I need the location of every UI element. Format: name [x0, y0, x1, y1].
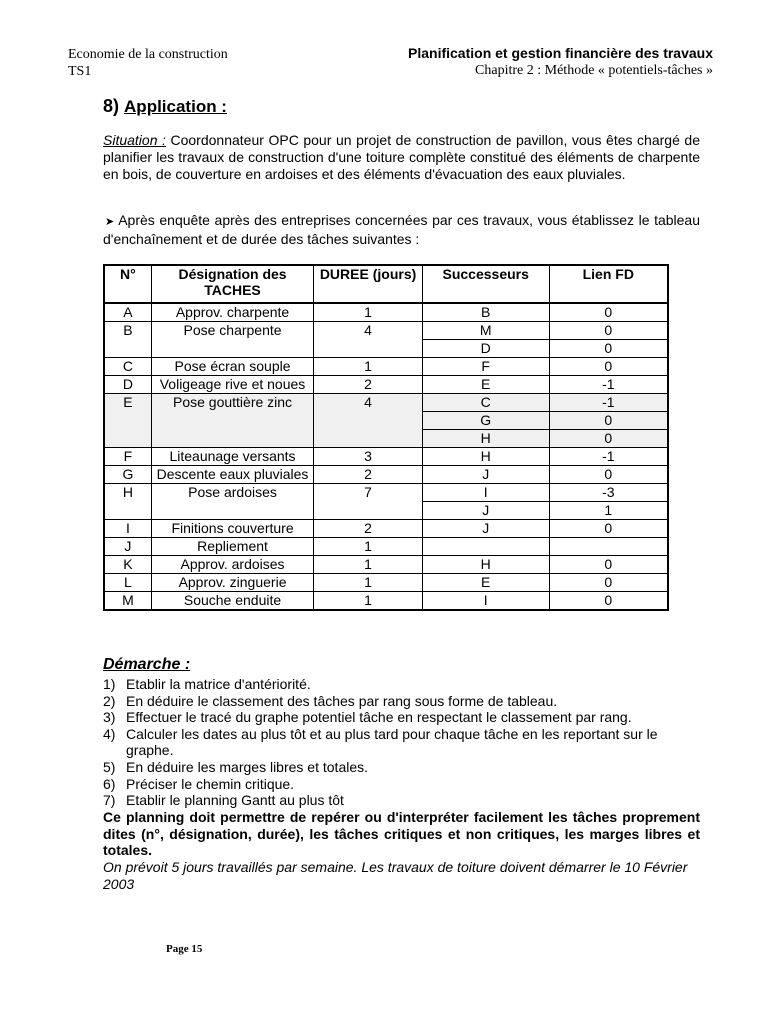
header-left [68, 46, 228, 80]
col-header-number: N° [104, 265, 151, 303]
list-item [103, 759, 700, 776]
lien-fd-cell: 0 [549, 412, 668, 430]
step-text: En déduire le classement des tâches par rang sous forme de tableau. [126, 692, 558, 709]
successor-cell: H [422, 448, 549, 466]
task-number-cell: B [104, 322, 151, 358]
situation-text: Coordonnateur OPC pour un projet de construction de pavillon, vous êtes chargé de planifier les travaux de construction d'une toiture complète constitué des éléments de charpente en bois, de couverture en ardoises et des éléments d'évacuation des eaux pluviales. [103, 132, 700, 182]
task-number-cell: H [104, 484, 151, 520]
task-duree-cell: 1 [314, 592, 423, 611]
planning-note: Ce planning doit permettre de repérer ou d'interpréter facilement les tâches proprement dites (n°, désignation, durée), les tâches critiques et non critiques, les marges libres et totales. [103, 809, 700, 859]
lien-fd-cell: 0 [549, 322, 668, 340]
task-duree-cell: 1 [314, 538, 423, 556]
lien-fd-cell: 0 [549, 303, 668, 322]
step-text: Etablir le planning Gantt au plus tôt [126, 792, 344, 809]
table-row [104, 394, 668, 412]
task-number-cell: G [104, 466, 151, 484]
situation-label: Situation : [103, 132, 166, 148]
step-number: 2) [103, 692, 116, 709]
task-designation-cell: Approv. zinguerie [151, 574, 313, 592]
enquete-paragraph [103, 212, 700, 248]
table-row [104, 574, 668, 592]
lien-fd-cell: 0 [549, 466, 668, 484]
successor-cell: M [422, 322, 549, 340]
successor-cell: J [422, 520, 549, 538]
course-title: Economie de la construction [68, 47, 228, 62]
step-text: Préciser le chemin critique. [126, 775, 295, 792]
task-number-cell: J [104, 538, 151, 556]
table-row [104, 466, 668, 484]
list-item [103, 792, 700, 809]
task-duree-cell: 2 [314, 520, 423, 538]
arrow-bullet-icon: ➤ [105, 216, 115, 228]
task-designation-cell: Finitions couverture [151, 520, 313, 538]
schedule-note: On prévoit 5 jours travaillés par semaine. Les travaux de toiture doivent démarrer le 10 Février 2003 [103, 859, 688, 892]
task-duree-cell: 4 [314, 394, 423, 448]
table-row [104, 448, 668, 466]
lien-fd-cell: 0 [549, 340, 668, 358]
header-right [408, 44, 713, 80]
lien-fd-cell: 0 [549, 592, 668, 611]
table-row [104, 303, 668, 322]
task-designation-cell: Liteaunage versants [151, 448, 313, 466]
demarche-heading: Démarche : [103, 656, 191, 673]
step-number: 5) [103, 758, 116, 775]
successor-cell: E [422, 574, 549, 592]
successor-cell: I [422, 592, 549, 611]
successor-cell: J [422, 466, 549, 484]
task-designation-cell: Pose charpente [151, 322, 313, 358]
table-row [104, 592, 668, 611]
list-item [103, 726, 700, 759]
task-number-cell: E [104, 394, 151, 448]
task-number-cell: I [104, 520, 151, 538]
lien-fd-cell: 0 [549, 556, 668, 574]
table-row [104, 556, 668, 574]
table-row [104, 358, 668, 376]
task-number-cell: L [104, 574, 151, 592]
step-text: Effectuer le tracé du graphe potentiel tâche en respectant le classement par rang. [126, 709, 632, 726]
lien-fd-cell: 0 [549, 520, 668, 538]
task-duree-cell: 1 [314, 358, 423, 376]
step-number: 3) [103, 709, 116, 726]
col-header-designation: Désignation des TACHES [151, 265, 313, 303]
successor-cell: H [422, 556, 549, 574]
task-duree-cell: 4 [314, 322, 423, 358]
table-row [104, 376, 668, 394]
chapter-title: Chapitre 2 : Méthode « potentiels-tâches » [475, 63, 713, 78]
successor-cell [422, 538, 549, 556]
section-number: 8) [103, 96, 120, 116]
task-duree-cell: 2 [314, 376, 423, 394]
document-title: Planification et gestion financière des travaux [408, 45, 713, 61]
task-designation-cell: Pose gouttière zinc [151, 394, 313, 448]
successor-cell: F [422, 358, 549, 376]
task-duree-cell: 2 [314, 466, 423, 484]
task-duree-cell: 3 [314, 448, 423, 466]
task-number-cell: F [104, 448, 151, 466]
task-number-cell: K [104, 556, 151, 574]
step-number: 7) [103, 792, 116, 809]
situation-paragraph [103, 132, 700, 183]
lien-fd-cell: -1 [549, 448, 668, 466]
task-number-cell: M [104, 592, 151, 611]
successor-cell: B [422, 303, 549, 322]
list-item [103, 709, 700, 726]
lien-fd-cell: 0 [549, 574, 668, 592]
col-header-lien-fd: Lien FD [549, 265, 668, 303]
lien-fd-cell: -1 [549, 376, 668, 394]
task-duree-cell: 1 [314, 574, 423, 592]
task-designation-cell: Approv. charpente [151, 303, 313, 322]
table-row [104, 520, 668, 538]
section-heading [103, 96, 227, 117]
table-row [104, 322, 668, 340]
page-number: Page 15 [166, 943, 203, 955]
successor-cell: G [422, 412, 549, 430]
class-label: TS1 [68, 64, 92, 79]
task-number-cell: A [104, 303, 151, 322]
enquete-text: Après enquête après des entreprises concernées par ces travaux, vous établissez le tableau d'enchaînement et de durée des tâches suivantes : [103, 212, 700, 247]
tasks-table-body [104, 303, 668, 610]
successor-cell: I [422, 484, 549, 502]
lien-fd-cell [549, 538, 668, 556]
task-number-cell: D [104, 376, 151, 394]
successor-cell: D [422, 340, 549, 358]
table-header-row [104, 265, 668, 303]
lien-fd-cell: 1 [549, 502, 668, 520]
successor-cell: C [422, 394, 549, 412]
task-designation-cell: Repliement [151, 538, 313, 556]
task-duree-cell: 1 [314, 556, 423, 574]
task-designation-cell: Souche enduite [151, 592, 313, 611]
col-header-successeurs: Successeurs [422, 265, 549, 303]
task-designation-cell: Descente eaux pluviales [151, 466, 313, 484]
list-item [103, 776, 700, 793]
step-number: 6) [103, 775, 116, 792]
step-text: Etablir la matrice d'antériorité. [126, 676, 311, 692]
table-row [104, 538, 668, 556]
lien-fd-cell: -3 [549, 484, 668, 502]
lien-fd-cell: 0 [549, 358, 668, 376]
task-duree-cell: 7 [314, 484, 423, 520]
tasks-table [103, 264, 669, 611]
task-duree-cell: 1 [314, 303, 423, 322]
lien-fd-cell: -1 [549, 394, 668, 412]
step-text: En déduire les marges libres et totales. [126, 758, 369, 775]
successor-cell: E [422, 376, 549, 394]
task-number-cell: C [104, 358, 151, 376]
list-item [103, 693, 700, 710]
lien-fd-cell: 0 [549, 430, 668, 448]
section-title: Application : [124, 97, 227, 116]
task-designation-cell: Voligeage rive et noues [151, 376, 313, 394]
step-number: 4) [103, 725, 116, 742]
successor-cell: J [422, 502, 549, 520]
task-designation-cell: Approv. ardoises [151, 556, 313, 574]
task-designation-cell: Pose écran souple [151, 358, 313, 376]
list-item [103, 676, 700, 693]
demarche-steps-list [103, 676, 700, 809]
task-designation-cell: Pose ardoises [151, 484, 313, 520]
step-number: 1) [103, 676, 116, 692]
col-header-duree: DUREE (jours) [314, 265, 423, 303]
table-row [104, 484, 668, 502]
successor-cell: H [422, 430, 549, 448]
step-text: Calculer les dates au plus tôt et au plus tard pour chaque tâche en les reportant sur le graphe. [126, 725, 658, 759]
